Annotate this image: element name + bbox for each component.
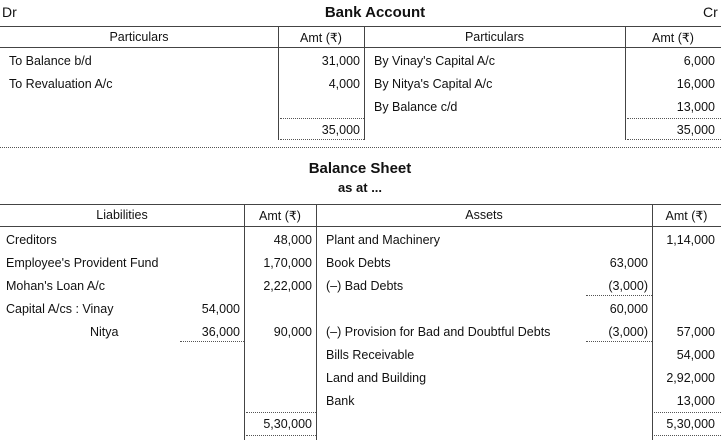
asset-label-plant: Plant and Machinery — [326, 233, 440, 247]
asset-amt-bank: 13,000 — [676, 394, 715, 408]
liability-amt: 48,000 — [273, 233, 312, 247]
asset-label-provision: (–) Provision for Bad and Doubtful Debts — [326, 325, 551, 339]
bank-header-particulars-left: Particulars — [109, 30, 169, 44]
asset-net-debts: 60,000 — [609, 302, 648, 316]
balance-sheet-subtitle: as at ... — [337, 180, 383, 195]
bs-header-liabilities: Liabilities — [96, 208, 148, 222]
asset-amt-plant: 1,14,000 — [666, 233, 715, 247]
bank-right-label: By Vinay's Capital A/c — [374, 54, 495, 68]
asset-amt-provision: 57,000 — [676, 325, 715, 339]
bank-account-title: Bank Account — [324, 4, 426, 21]
capital-total-amt: 90,000 — [273, 325, 312, 339]
bank-right-label: By Balance c/d — [374, 100, 458, 114]
liability-amt: 2,22,000 — [263, 279, 312, 293]
bank-left-total: 35,000 — [321, 123, 360, 137]
bank-header-particulars-right: Particulars — [464, 30, 525, 44]
dr-label: Dr — [2, 4, 17, 20]
liability-amt: 1,70,000 — [263, 256, 312, 270]
bank-right-total: 35,000 — [676, 123, 715, 137]
asset-amt-land: 2,92,000 — [666, 371, 715, 385]
bank-left-label: To Revaluation A/c — [9, 77, 113, 91]
bs-header-assets: Assets — [465, 208, 503, 222]
asset-label-book-debts: Book Debts — [326, 256, 391, 270]
capital-vinay-amt: 54,000 — [201, 302, 240, 316]
liabilities-total: 5,30,000 — [263, 417, 312, 431]
liability-label: Mohan's Loan A/c — [6, 279, 105, 293]
cr-label: Cr — [703, 4, 718, 20]
capital-nitya-amt: 36,000 — [201, 325, 240, 339]
assets-total: 5,30,000 — [666, 417, 715, 431]
balance-sheet-title: Balance Sheet — [308, 160, 412, 177]
bank-right-amt: 13,000 — [676, 100, 715, 114]
bank-left-label: To Balance b/d — [9, 54, 92, 68]
asset-label-bank: Bank — [326, 394, 355, 408]
asset-inner-provision: (3,000) — [608, 325, 648, 339]
asset-amt-bills: 54,000 — [676, 348, 715, 362]
bank-right-label: By Nitya's Capital A/c — [374, 77, 493, 91]
asset-label-land: Land and Building — [326, 371, 427, 385]
capital-nitya-label: Nitya — [90, 325, 119, 339]
bank-right-amt: 16,000 — [676, 77, 715, 91]
asset-label-bad-debts: (–) Bad Debts — [326, 279, 404, 293]
liability-label: Employee's Provident Fund — [6, 256, 159, 270]
bs-header-amt-left: Amt (₹) — [259, 209, 301, 223]
bank-header-amt-left: Amt (₹) — [300, 31, 342, 45]
liability-label: Creditors — [6, 233, 57, 247]
bs-header-amt-right: Amt (₹) — [665, 209, 708, 223]
asset-inner-book-debts: 63,000 — [609, 256, 648, 270]
capital-label: Capital A/cs : Vinay — [6, 302, 114, 316]
bank-left-amt: 4,000 — [328, 77, 360, 91]
asset-inner-bad-debts: (3,000) — [608, 279, 648, 293]
bank-right-amt: 6,000 — [683, 54, 715, 68]
bank-header-amt-right: Amt (₹) — [652, 31, 694, 45]
asset-label-bills: Bills Receivable — [326, 348, 415, 362]
bank-left-amt: 31,000 — [321, 54, 360, 68]
